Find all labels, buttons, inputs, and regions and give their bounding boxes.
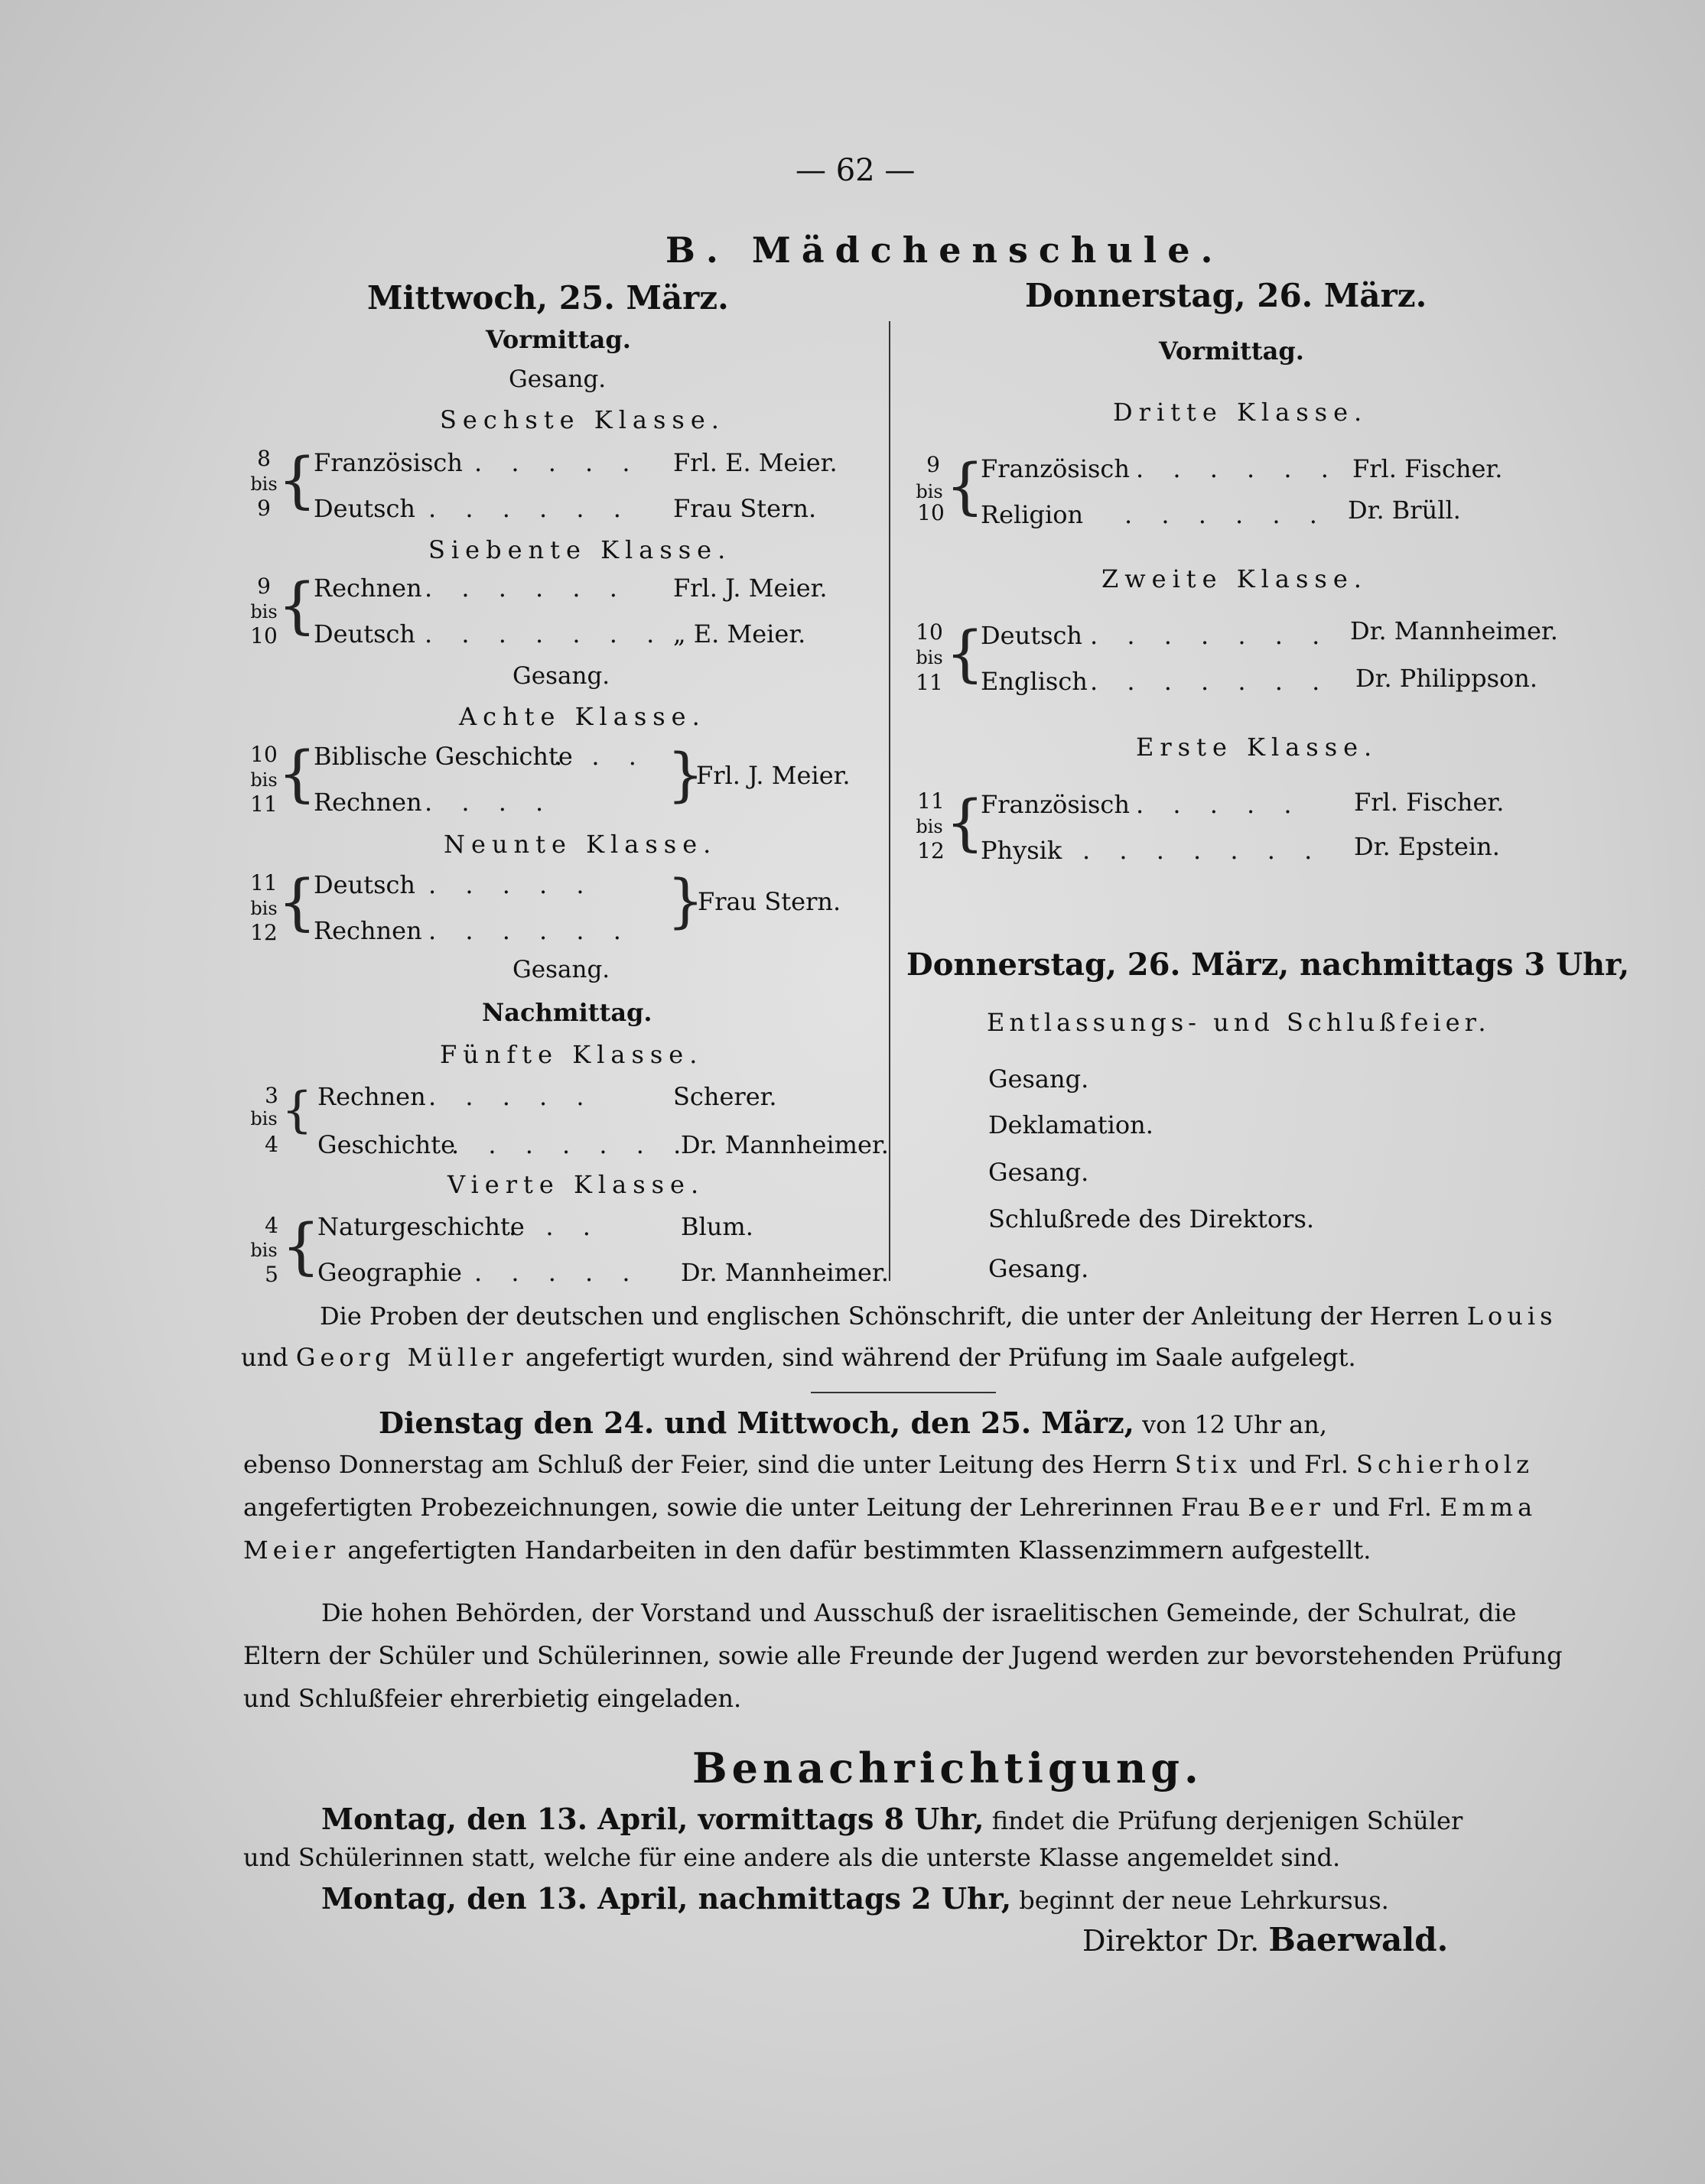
k3-subject-1: Französisch [981,454,1130,483]
k8-subject-2: Rechnen [314,788,422,817]
k9-teacher: Frau Stern. [698,887,841,916]
proben-name-1: Louis [1466,1302,1557,1331]
ausstellung-line-4 [243,1536,1371,1565]
proben-text-3: angefertigt wurden, sind während der Prüfung im Saale aufgelegt. [525,1343,1356,1372]
left-gesang-1: Gesang. [509,366,607,393]
k3-to: 10 [917,500,945,525]
right-klasse-2: Zweite Klasse. [1101,564,1368,593]
k3-teacher-1: Frl. Fischer. [1352,454,1503,483]
k9-from: 11 [250,870,278,895]
left-gesang-2: Gesang. [512,662,610,690]
k8-teacher: Frl. J. Meier. [696,761,851,790]
k5-brace: { [281,1082,313,1139]
k4-dots-1: . . . [509,1212,601,1241]
k2-bis: bis [916,647,943,668]
ausstellung-name-schierholz: Schierholz [1356,1450,1534,1479]
k5-subject-1: Rechnen [317,1082,426,1111]
k3-dots-1: . . . . . . [1136,454,1339,483]
einladung-line-3: und Schlußfeier ehrerbietig eingeladen. [243,1684,742,1713]
k5-dots-2: . . . . . . . [451,1130,692,1159]
k4-subject-1: Naturgeschichte [317,1212,525,1241]
left-klasse-4: Vierte Klasse. [447,1170,705,1199]
benach-line-3 [321,1881,1389,1916]
fest-title: Entlassungs- und Schlußfeier. [987,1008,1491,1037]
fest-heading: Donnerstag, 26. März, nachmittags 3 Uhr, [906,947,1630,983]
fest-item: Gesang. [988,1254,1089,1283]
ausstellung-text-2b: und Frl. [1249,1450,1349,1479]
left-klasse-5: Fünfte Klasse. [440,1040,704,1069]
ausstellung-text-2a: ebenso Donnerstag am Schluß der Feier, sind die unter Leitung des Herrn [243,1450,1167,1479]
left-day-heading: Mittwoch, 25. März. [367,279,729,317]
k6-teacher-2: Frau Stern. [673,494,817,523]
left-klasse-6: Sechste Klasse. [440,405,725,434]
k3-subject-2: Religion [981,500,1084,529]
k3-brace: { [945,450,984,522]
fest-item: Schlußrede des Direktors. [988,1204,1315,1233]
k6-to: 9 [257,496,271,521]
k6-dots-1: . . . . . [474,448,641,477]
fest-item: Gesang. [988,1158,1089,1187]
k7-subject-1: Rechnen [314,574,422,603]
left-gesang-3: Gesang. [512,956,610,983]
signature-title: Direktor Dr. [1082,1924,1260,1958]
k9-subject-1: Deutsch [314,870,416,899]
ausstellung-text-3a: angefertigten Probezeichnungen, sowie die unter Leitung der Lehrerinnen Frau [243,1493,1241,1522]
k6-from: 8 [257,446,271,471]
k6-teacher-1: Frl. E. Meier. [673,448,838,477]
column-divider [889,321,890,1281]
ausstellung-text-3b: und Frl. [1332,1493,1432,1522]
k5-from: 3 [265,1083,278,1108]
k7-dots-2: . . . . . . . [425,619,665,648]
k2-subject-1: Deutsch [981,621,1083,650]
k7-from: 9 [257,574,271,599]
proben-name-2: Georg Müller [295,1343,518,1372]
k2-brace: { [945,618,984,689]
left-klasse-8: Achte Klasse. [459,702,706,731]
k3-dots-2: . . . . . . [1124,500,1328,529]
k1-dots-2: . . . . . . . [1082,836,1323,865]
k2-subject-2: Englisch [981,667,1088,696]
k6-brace: { [278,444,317,515]
k1-teacher-2: Dr. Epstein. [1354,832,1500,861]
ausstellung-name-beer: Beer [1248,1493,1325,1522]
k9-bis: bis [250,898,278,919]
k6-bis: bis [250,473,278,495]
k3-bis: bis [916,481,943,502]
k4-teacher-2: Dr. Mannheimer. [681,1258,889,1287]
k9-brace: { [278,866,317,938]
k8-bis: bis [250,769,278,791]
k8-brace: { [278,738,317,809]
k4-bis: bis [250,1240,278,1261]
ausstellung-line-1 [379,1406,1327,1440]
k2-from: 10 [916,619,943,645]
k8-from: 10 [250,742,278,767]
right-klasse-1: Erste Klasse. [1136,733,1378,762]
fest-item: Deklamation. [988,1110,1153,1139]
right-klasse-3: Dritte Klasse. [1113,398,1368,427]
benach-text-3: beginnt der neue Lehrkursus. [1019,1886,1389,1915]
k2-to: 11 [916,670,943,695]
right-vormittag: Vormittag. [1159,336,1304,366]
benach-date-1: Montag, den 13. April, vormittags 8 Uhr, [321,1802,984,1836]
left-nachmittag: Nachmittag. [482,998,652,1027]
k1-to: 12 [917,838,945,863]
k5-subject-2: Geschichte [317,1130,456,1159]
ausstellung-name-meier: Meier [243,1536,340,1565]
k7-to: 10 [250,623,278,648]
ausstellung-name-emma: Emma [1440,1493,1537,1522]
ausstellung-line-3 [243,1493,1537,1522]
k8-dots-1: . . . [555,742,647,771]
k9-to: 12 [250,920,278,945]
proben-line-2 [241,1343,1356,1372]
k7-teacher-2: „ E. Meier. [673,619,806,648]
k4-brace: { [281,1211,321,1282]
page-number: — 62 — [796,153,916,188]
k2-dots-1: . . . . . . . [1090,621,1331,650]
proben-line-1 [320,1302,1557,1331]
k4-teacher-1: Blum. [681,1212,753,1241]
k1-subject-1: Französisch [981,790,1130,819]
k5-teacher-1: Scherer. [673,1082,777,1111]
k1-teacher-1: Frl. Fischer. [1354,788,1505,817]
k5-teacher-2: Dr. Mannheimer. [681,1130,889,1159]
k8-right-brace: } [667,740,704,808]
right-day-heading: Donnerstag, 26. März. [1025,277,1427,314]
k8-to: 11 [250,791,278,817]
k6-dots-2: . . . . . . [428,494,632,523]
left-vormittag: Vormittag. [486,325,631,354]
proben-text-2: und [241,1343,288,1372]
k4-from: 4 [265,1213,278,1238]
k4-to: 5 [265,1262,278,1287]
k3-teacher-2: Dr. Brüll. [1348,496,1461,525]
k7-subject-2: Deutsch [314,619,416,648]
ausstellung-line-2 [243,1450,1534,1479]
k8-subject-1: Biblische Geschichte [314,742,573,771]
einladung-line-1: Die hohen Behörden, der Vorstand und Ausschuß der israelitischen Gemeinde, der Schulrat, die [321,1598,1517,1627]
k7-teacher-1: Frl. J. Meier. [673,574,828,603]
k5-to: 4 [265,1132,278,1157]
fest-item: Gesang. [988,1064,1089,1094]
benach-date-2: Montag, den 13. April, nachmittags 2 Uhr, [321,1881,1012,1916]
k2-teacher-1: Dr. Mannheimer. [1350,616,1558,645]
k7-dots-1: . . . . . . [425,574,628,603]
separator-rule [811,1392,996,1393]
proben-text-1: Die Proben der deutschen und englischen Schönschrift, die unter der Anleitung der Herren [320,1302,1459,1331]
section-title: B. Mädchenschule. [665,229,1224,271]
left-klasse-7: Siebente Klasse. [428,535,732,564]
k9-dots-2: . . . . . . [428,916,632,945]
k6-subject-2: Deutsch [314,494,416,523]
signature-name: Baerwald. [1268,1921,1449,1958]
k1-brace: { [945,787,984,858]
k7-brace: { [278,570,317,641]
ausstellung-dates: Dienstag den 24. und Mittwoch, den 25. März, [379,1406,1134,1440]
k1-from: 11 [917,788,945,814]
k1-subject-2: Physik [981,836,1062,865]
k4-dots-2: . . . . . [474,1258,641,1287]
k9-dots-1: . . . . . [428,870,595,899]
k5-dots-1: . . . . . [428,1082,595,1111]
k4-subject-2: Geographie [317,1258,462,1287]
signature [1082,1921,1448,1958]
benach-line-1 [321,1802,1463,1836]
left-klasse-9: Neunte Klasse. [444,830,717,859]
k1-dots-1: . . . . . [1136,790,1303,819]
benach-line-2: und Schülerinnen statt, welche für eine andere als die unterste Klasse angemeldet sind. [243,1843,1341,1872]
ausstellung-name-stix: Stix [1174,1450,1241,1479]
k1-bis: bis [916,816,943,837]
ausstellung-time: von 12 Uhr an, [1142,1410,1328,1439]
k6-subject-1: Französisch [314,448,463,477]
k2-teacher-2: Dr. Philippson. [1355,664,1538,693]
k5-bis: bis [250,1108,278,1129]
k8-dots-2: . . . . [425,788,555,817]
k2-dots-2: . . . . . . . [1090,667,1331,696]
einladung-line-2: Eltern der Schüler und Schülerinnen, sowie alle Freunde der Jugend werden zur bevorstehenden Prüfung [243,1641,1563,1670]
k7-bis: bis [250,601,278,622]
k9-right-brace: } [667,866,704,934]
k3-from: 9 [926,452,940,477]
benachrichtigung-title: Benachrichtigung. [692,1744,1203,1792]
k9-subject-2: Rechnen [314,916,422,945]
benach-text-1: findet die Prüfung derjenigen Schüler [991,1806,1463,1835]
ausstellung-text-4: angefertigten Handarbeiten in den dafür bestimmten Klassenzimmern aufgestellt. [347,1536,1371,1565]
